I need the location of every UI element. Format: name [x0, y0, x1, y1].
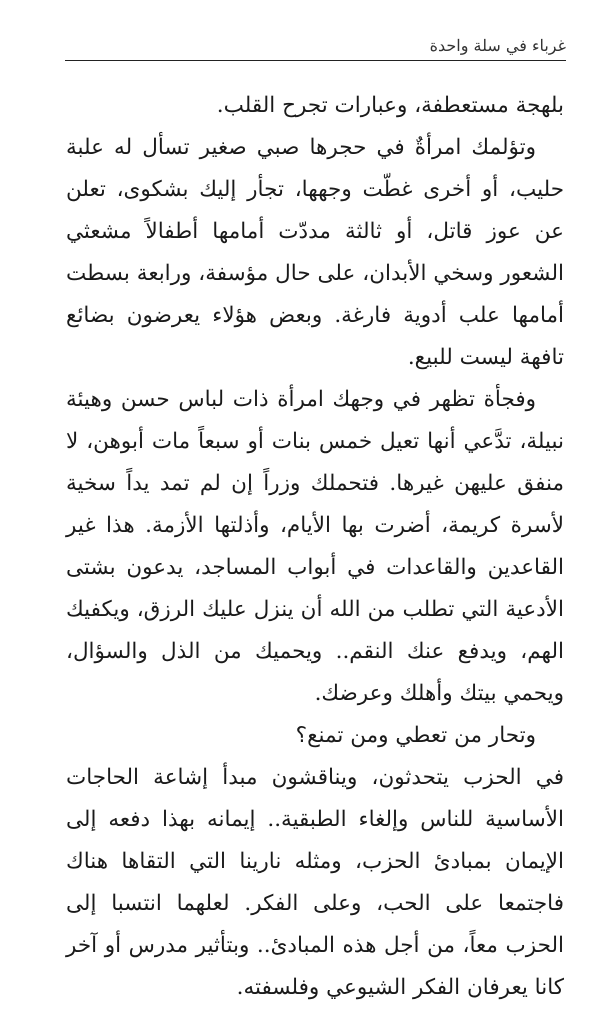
paragraph-continuation: بلهجة مستعطفة، وعبارات تجرح القلب.	[216, 93, 564, 118]
paragraph: وتحار من تعطي ومن تمنع؟	[295, 723, 536, 748]
page-body	[66, 85, 564, 1009]
running-header	[65, 30, 566, 61]
paragraph: في الحزب يتحدثون، ويناقشون مبدأ إشاعة الحاجات الأساسية للناس وإلغاء الطبقية.. إيمانه بهذا دفعه إلى الإيمان بمبادئ الحزب، ومثله نارينا التي التقاها هناك فاجتمعا على الحب، وعلى الفكر. لعلهما انتسبا إلى الحزب معاً، من أجل هذه المبادئ.. وبتأثير مدرس أو آخر كانا يعرفان الفكر الشيوعي وفلسفته.	[66, 765, 564, 1000]
paragraph: وفجأة تظهر في وجهك امرأة ذات لباس حسن وهيئة نبيلة، تدَّعي أنها تعيل خمس بنات أو سبعاً مات أبوهن، لا منفق عليهن غيرها. فتحملك وزراً إن لم تمد يداً سخية لأسرة كريمة، أضرت بها الأيام، وأذلتها الأزمة. هذا غير القاعدين والقاعدات في أبواب المساجد، يدعون بشتى الأدعية التي تطلب من الله أن ينزل عليك الرزق، ويكفيك الهم، ويدفع عنك النقم.. ويحميك من الذل والسؤال، ويحمي بيتك وأهلك وعرضك.	[66, 387, 564, 706]
running-header-title: غرباء في سلة واحدة	[429, 36, 566, 55]
paragraph: وتؤلمك امرأةٌ في حجرها صبي صغير تسأل له علبة حليب، أو أخرى غطّت وجهها، تجأر إليك بشكوى، تعلن عن عوز قاتل، أو ثالثة مددّت أمامها أطفالاً مشعثي الشعور وسخي الأبدان، على حال مؤسفة، ورابعة بسطت أمامها علب أدوية فارغة. وبعض هؤلاء يعرضون بضائع تافهة ليست للبيع.	[66, 135, 564, 370]
